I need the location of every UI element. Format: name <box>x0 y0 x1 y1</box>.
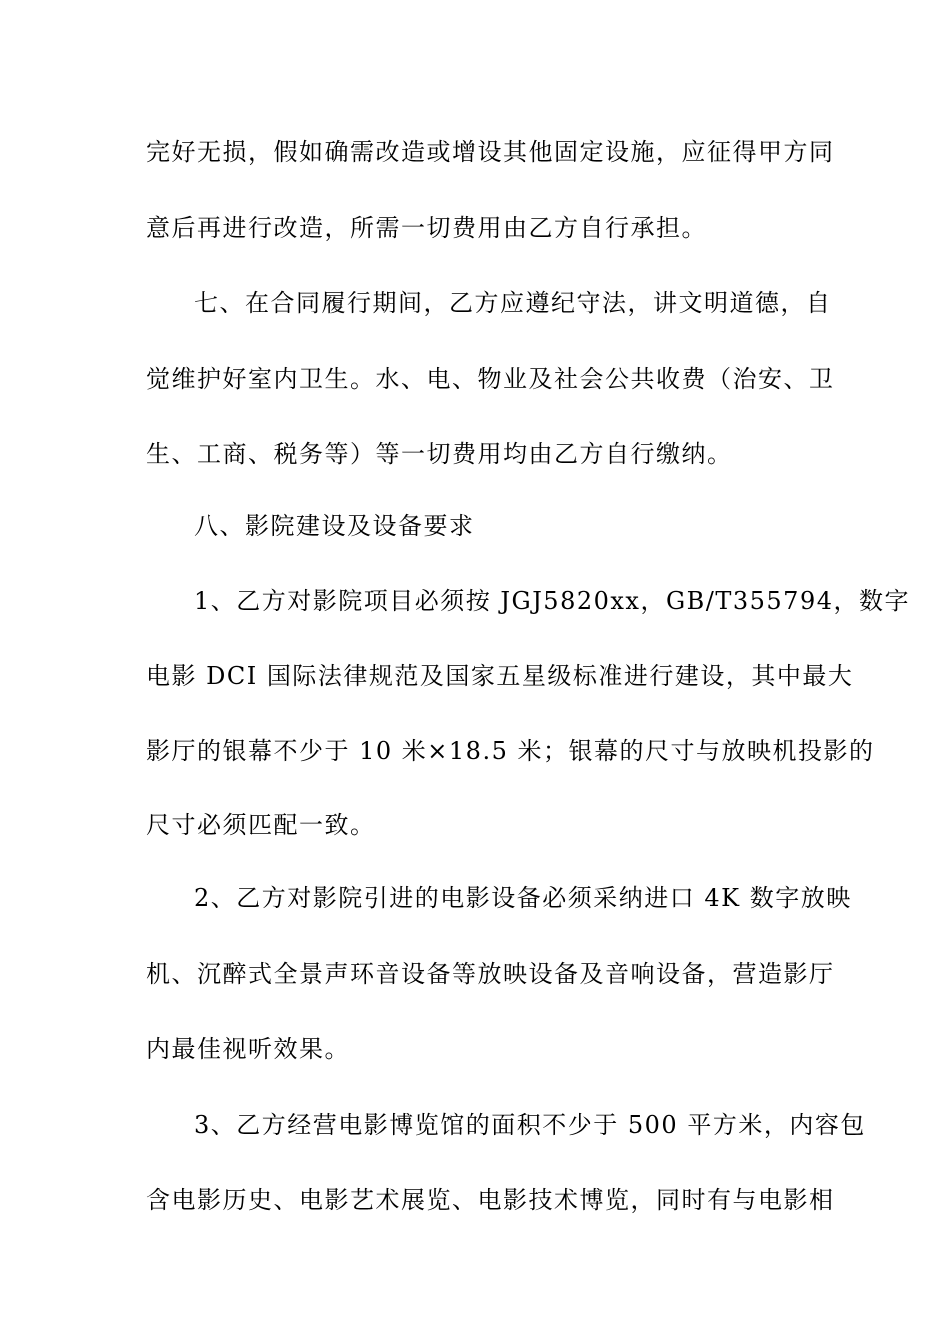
paragraph-7-line-1: 七、在合同履行期间，乙方应遵纪守法，讲文明道德，自 <box>194 289 832 317</box>
item-3-line-1: 3、乙方经营电影博览馆的面积不少于 500 平方米，内容包 <box>194 1111 866 1139</box>
paragraph-7-line-2: 觉维护好室内卫生。水、电、物业及社会公共收费（治安、卫 <box>146 365 835 393</box>
item-1-line-1: 1、乙方对影院项目必须按 JGJ5820xx，GB/T355794，数字 <box>194 587 910 615</box>
item-1-line-3: 影厅的银幕不少于 10 米×18.5 米；银幕的尺寸与放映机投影的 <box>146 737 875 765</box>
item-2-line-3: 内最佳视听效果。 <box>146 1035 350 1063</box>
section-8-heading: 八、影院建设及设备要求 <box>194 512 475 540</box>
text-line-1: 完好无损，假如确需改造或增设其他固定设施，应征得甲方同 <box>146 138 835 166</box>
text-line-2: 意后再进行改造，所需一切费用由乙方自行承担。 <box>146 214 707 242</box>
item-2-line-1: 2、乙方对影院引进的电影设备必须采纳进口 4K 数字放映 <box>194 884 852 912</box>
item-1-line-2: 电影 DCI 国际法律规范及国家五星级标准进行建设，其中最大 <box>146 662 854 690</box>
item-3-line-2: 含电影历史、电影艺术展览、电影技术博览，同时有与电影相 <box>146 1186 835 1214</box>
item-1-line-4: 尺寸必须匹配一致。 <box>146 811 376 839</box>
paragraph-7-line-3: 生、工商、税务等）等一切费用均由乙方自行缴纳。 <box>146 440 733 468</box>
item-2-line-2: 机、沉醉式全景声环音设备等放映设备及音响设备，营造影厅 <box>146 960 835 988</box>
